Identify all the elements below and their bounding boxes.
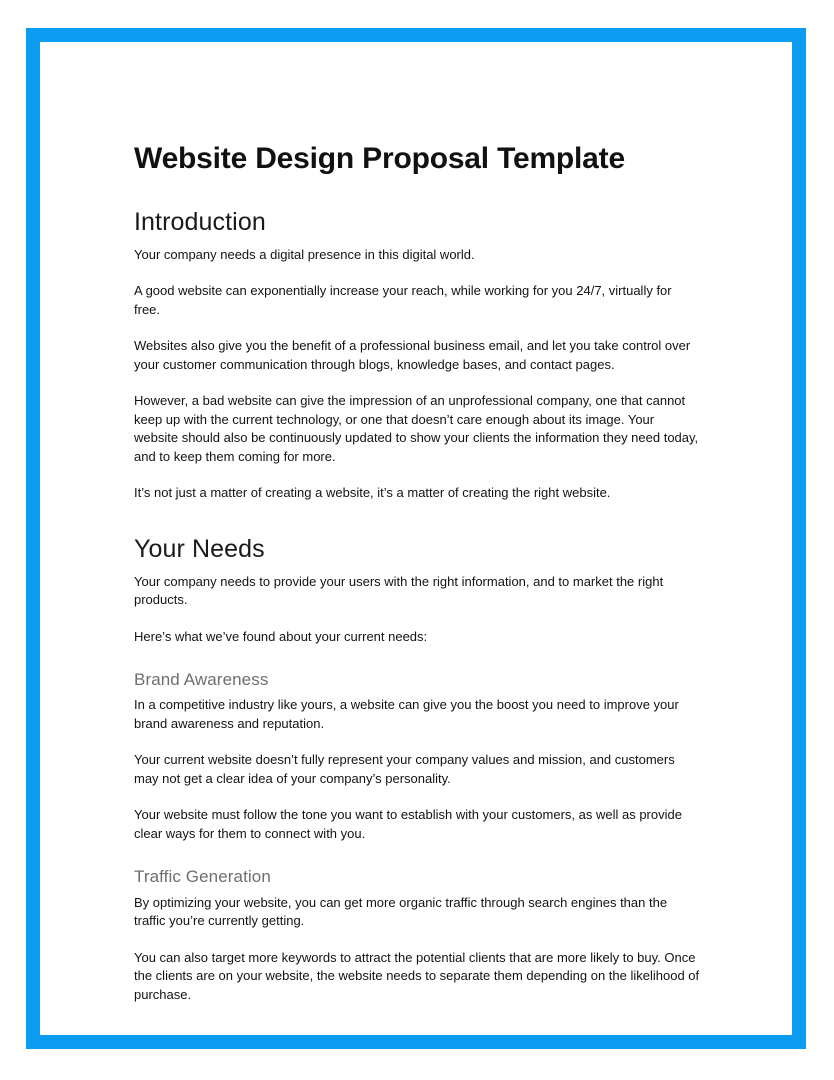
document-page-surface — [40, 42, 792, 1035]
subsection-heading-brand-awareness: Brand Awareness — [134, 670, 269, 689]
paragraph: You can also target more keywords to attract the potential clients that are more likely to buy. Once the clients are on your website, the website needs to separate them depending on the likelihood of purchase. — [134, 949, 700, 1002]
paragraph: In a competitive industry like yours, a website can give you the boost you need to improve your brand awareness and reputation. — [134, 697, 679, 731]
paragraph: A good website can exponentially increase your reach, while working for you 24/7, virtually for free. — [134, 283, 672, 317]
document-page-frame — [26, 28, 806, 1049]
paragraph: Your website must follow the tone you want to establish with your customers, as well as provide clear ways for them to connect with you. — [134, 807, 682, 841]
paragraph: Your current website doesn’t fully represent your company values and mission, and customers may not get a clear idea of your company’s personality. — [134, 752, 675, 786]
paragraph: By optimizing your website, you can get more organic traffic through search engines than the traffic you’re currently getting. — [134, 894, 668, 928]
paragraph: Websites also give you the benefit of a professional business email, and let you take control over your customer communication through blogs, knowledge bases, and contact pages. — [134, 338, 691, 372]
page-title: Website Design Proposal Template — [134, 142, 625, 175]
paragraph: Here’s what we’ve found about your current needs: — [134, 628, 428, 644]
paragraph: It’s not just a matter of creating a website, it’s a matter of creating the right website. — [134, 485, 611, 500]
subsection-brand-awareness — [134, 669, 700, 843]
paragraph: However, a bad website can give the impression of an unprofessional company, one that cannot keep up with the current technology, or one that doesn’t care enough about its image. Your website should also be continuously updated to show your clients the information they need today, and to keep them coming for more. — [134, 393, 699, 464]
section-heading-introduction: Introduction — [134, 207, 266, 236]
subsection-heading-traffic-generation: Traffic Generation — [134, 867, 271, 887]
paragraph: Your company needs to provide your users with the right information, and to market the right products. — [134, 573, 664, 607]
section-your-needs — [134, 534, 700, 1005]
section-introduction — [134, 207, 700, 503]
paragraph: Your company needs a digital presence in this digital world. — [134, 246, 475, 262]
subsection-traffic-generation — [134, 866, 700, 1004]
section-heading-your-needs: Your Needs — [134, 534, 265, 563]
document-content — [134, 142, 700, 1004]
